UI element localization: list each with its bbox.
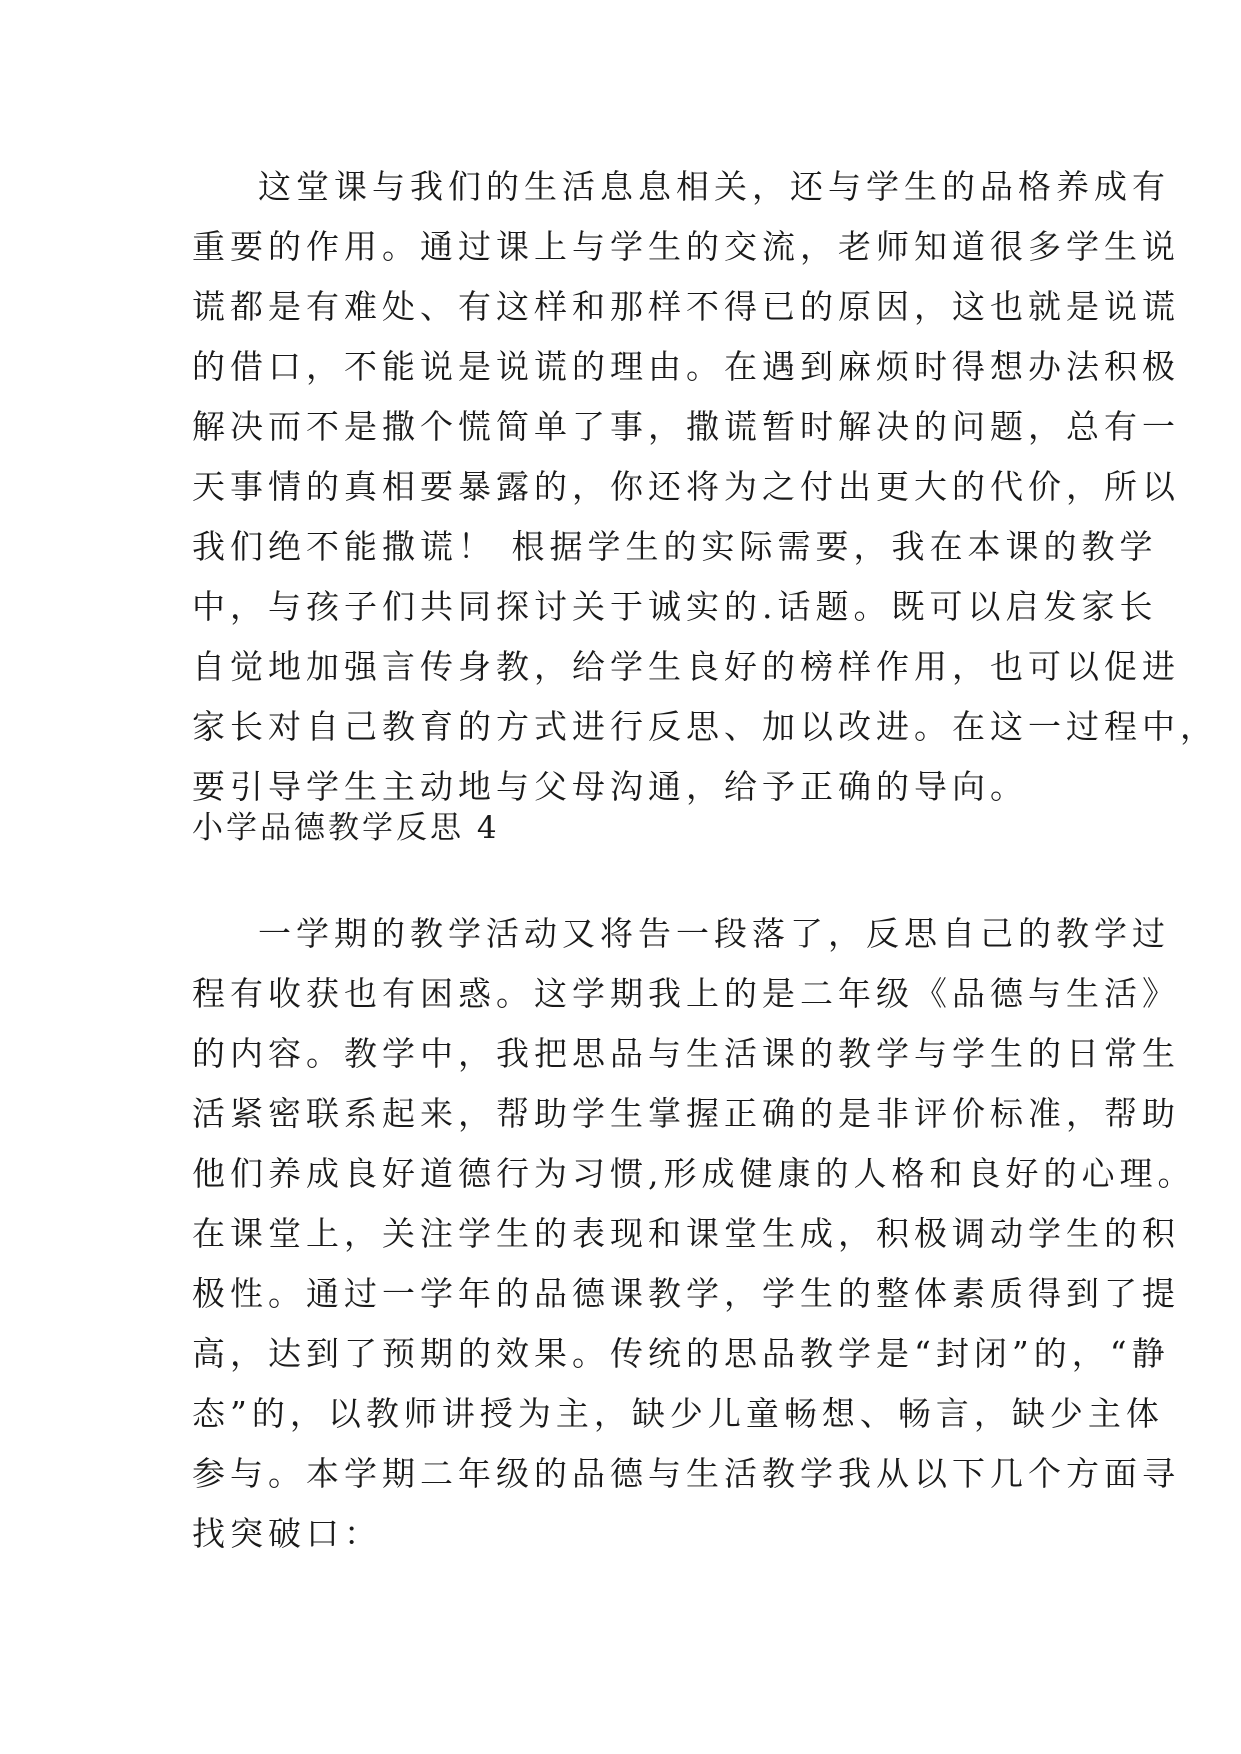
paragraph-line: 活紧密联系起来，帮助学生掌握正确的是非评价标准，帮助	[192, 1094, 1180, 1133]
paragraph-line: 高，达到了预期的效果。传统的思品教学是“封闭”的，“静	[192, 1334, 1170, 1373]
paragraph-line: 他们养成良好道德行为习惯,形成健康的人格和良好的心理。	[192, 1154, 1196, 1193]
paragraph-line: 的内容。教学中，我把思品与生活课的教学与学生的日常生	[192, 1034, 1180, 1073]
paragraph-line: 谎都是有难处、有这样和那样不得已的原因，这也就是说谎	[192, 287, 1180, 326]
paragraph-line: 找突破口：	[192, 1514, 382, 1553]
paragraph-line: 态”的，以教师讲授为主，缺少儿童畅想、畅言，缺少主体	[192, 1394, 1164, 1433]
paragraph-line: 要引导学生主动地与父母沟通，给予正确的导向。	[192, 767, 1028, 806]
paragraph-1	[192, 157, 1218, 817]
paragraph-line: 的借口，不能说是说谎的理由。在遇到麻烦时得想办法积极	[192, 347, 1180, 386]
paragraph-line: 我们绝不能撒谎！ 根据学生的实际需要，我在本课的教学	[192, 527, 1158, 566]
paragraph-line: 重要的作用。通过课上与学生的交流，老师知道很多学生说	[192, 227, 1180, 266]
section-heading: 小学品德教学反思 4	[192, 810, 500, 846]
paragraph-line: 家长对自己教育的方式进行反思、加以改进。在这一过程中，	[192, 707, 1218, 746]
paragraph-line: 这堂课与我们的生活息息相关，还与学生的品格养成有	[258, 167, 1170, 206]
paragraph-line: 天事情的真相要暴露的，你还将为之付出更大的代价，所以	[192, 467, 1180, 506]
paragraph-line: 中，与孩子们共同探讨关于诚实的.话题。既可以启发家长	[192, 587, 1158, 626]
paragraph-line: 程有收获也有困惑。这学期我上的是二年级《品德与生活》	[192, 974, 1180, 1013]
paragraph-2	[192, 904, 1196, 1564]
paragraph-line: 一学期的教学活动又将告一段落了，反思自己的教学过	[258, 914, 1170, 953]
paragraph-line: 在课堂上，关注学生的表现和课堂生成，积极调动学生的积	[192, 1214, 1180, 1253]
paragraph-line: 自觉地加强言传身教，给学生良好的榜样作用，也可以促进	[192, 647, 1180, 686]
paragraph-line: 参与。本学期二年级的品德与生活教学我从以下几个方面寻	[192, 1454, 1180, 1493]
paragraph-line: 解决而不是撒个慌简单了事，撒谎暂时解决的问题，总有一	[192, 407, 1180, 446]
paragraph-line: 极性。通过一学年的品德课教学，学生的整体素质得到了提	[192, 1274, 1180, 1313]
